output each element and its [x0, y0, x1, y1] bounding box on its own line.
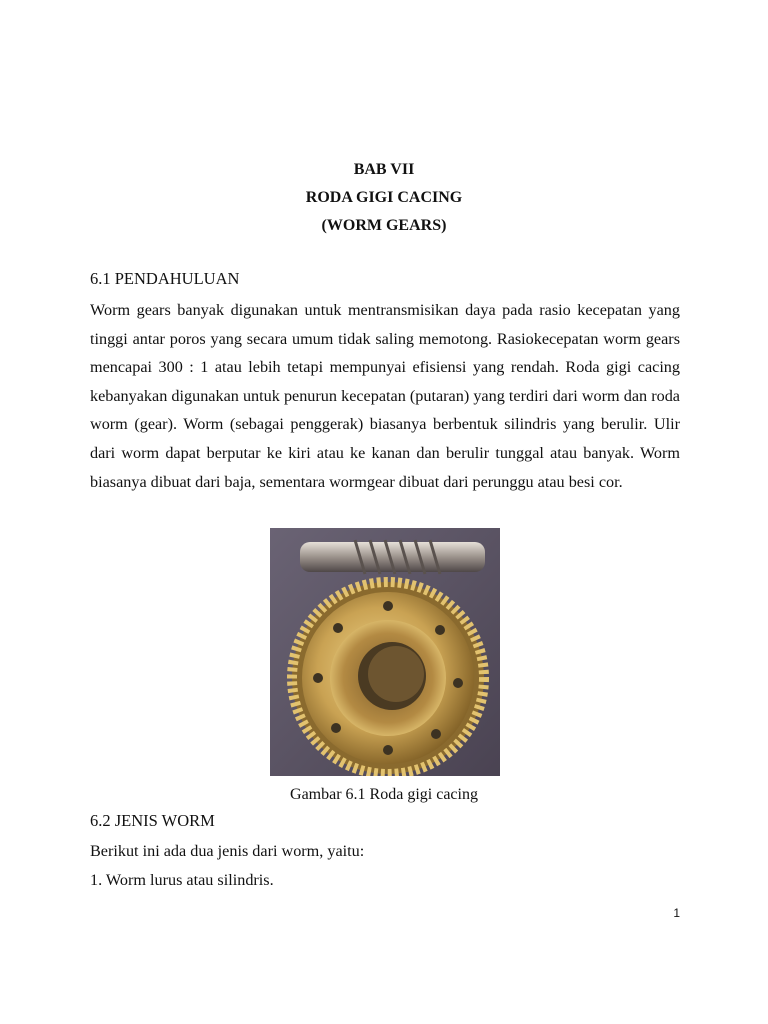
chapter-subtitle: (WORM GEARS) — [321, 217, 447, 234]
chapter-number: BAB VII — [353, 161, 415, 178]
worm-gear-photo — [270, 528, 500, 776]
worm-gear-illustration — [270, 528, 500, 776]
intro-paragraph: Worm gears banyak digunakan untuk mentransmisikan daya pada rasio kecepatan yang tinggi antar poros yang secara umum tidak saling memotong. Rasiokecepatan worm gears mencapai 300 : 1 atau lebih tetapi mempunyai efisiensi yang rendah. Roda gigi cacing kebanyakan digunakan untuk penurun kecepatan (putaran) yang terdiri dari worm dan roda worm (gear). Worm (sebagai penggerak) biasanya berbentuk silindris yang berulir. Ulir dari worm dapat berputar ke kiri atau ke kanan dan berulir tunggal atau banyak. Worm biasanya dibuat dari baja, sementara wormgear dibuat dari perunggu atau besi cor. — [90, 301, 680, 491]
chapter-title: RODA GIGI CACING — [305, 189, 463, 206]
types-intro: Berikut ini ada dua jenis dari worm, yaitu: — [90, 842, 365, 860]
page-number: 1 — [673, 906, 680, 920]
section-heading-jenis-worm: 6.2 JENIS WORM — [90, 811, 215, 830]
chapter-heading — [0, 156, 768, 240]
figure-caption: Gambar 6.1 Roda gigi cacing — [290, 786, 478, 803]
list-item-1: 1. Worm lurus atau silindris. — [90, 871, 274, 889]
section-heading-pendahuluan: 6.1 PENDAHULUAN — [90, 269, 240, 288]
